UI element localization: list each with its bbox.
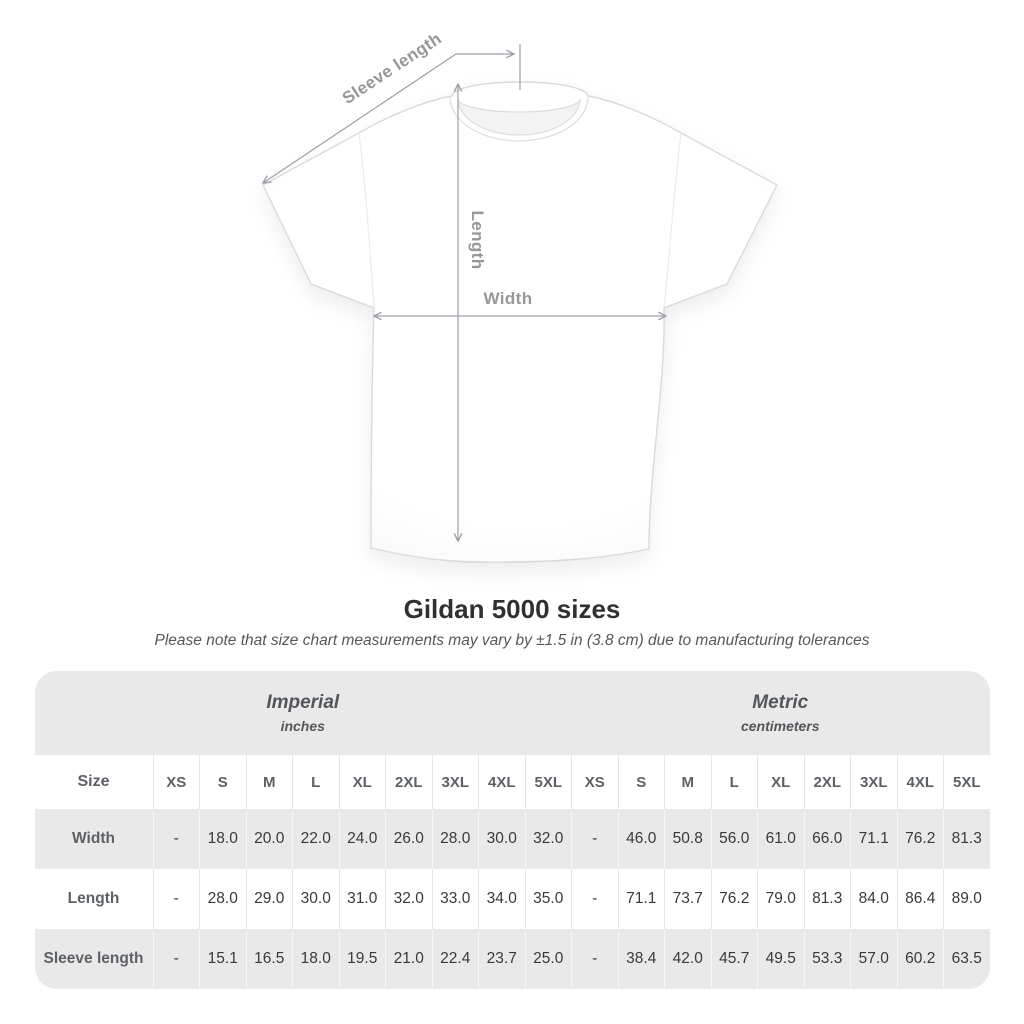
table-row (35, 929, 990, 989)
value-cell: 28.0 (432, 809, 479, 869)
sleeve-length-label: Sleeve length (338, 28, 446, 109)
value-cell: 20.0 (246, 809, 293, 869)
value-cell: 45.7 (711, 929, 758, 989)
value-cell: 81.3 (943, 809, 990, 869)
value-cell: 34.0 (478, 869, 525, 929)
value-cell: 61.0 (757, 809, 804, 869)
size-header-cell: S (618, 755, 665, 809)
value-cell: - (571, 809, 618, 869)
row-label: Sleeve length (35, 929, 153, 989)
size-header-cell: 2XL (385, 755, 432, 809)
row-label: Length (35, 869, 153, 929)
value-cell: 50.8 (664, 809, 711, 869)
size-header-cell: XS (153, 755, 200, 809)
value-cell: 23.7 (478, 929, 525, 989)
value-cell: 66.0 (804, 809, 851, 869)
value-cell: 60.2 (897, 929, 944, 989)
size-header-cell: 3XL (432, 755, 479, 809)
value-cell: 32.0 (385, 869, 432, 929)
value-cell: 49.5 (757, 929, 804, 989)
size-table (35, 671, 990, 989)
metric-group-header (571, 671, 990, 755)
size-corner-header: Size (35, 755, 153, 809)
value-cell: 18.0 (292, 929, 339, 989)
size-header-cell: 4XL (897, 755, 944, 809)
value-cell: 33.0 (432, 869, 479, 929)
imperial-label: Imperial (266, 692, 340, 713)
value-cell: 15.1 (199, 929, 246, 989)
value-cell: 28.0 (199, 869, 246, 929)
value-cell: 25.0 (525, 929, 572, 989)
value-cell: 42.0 (664, 929, 711, 989)
size-header-cell: 2XL (804, 755, 851, 809)
value-cell: 81.3 (804, 869, 851, 929)
value-cell: 21.0 (385, 929, 432, 989)
value-cell: 76.2 (897, 809, 944, 869)
value-cell: - (153, 869, 200, 929)
value-cell: 22.0 (292, 809, 339, 869)
size-header-cell: 5XL (943, 755, 990, 809)
value-cell: 84.0 (850, 869, 897, 929)
length-label: Length (468, 210, 487, 270)
table-row (35, 809, 990, 869)
size-header-row (35, 755, 990, 809)
value-cell: 35.0 (525, 869, 572, 929)
size-header-cell: M (664, 755, 711, 809)
value-cell: 32.0 (525, 809, 572, 869)
value-cell: 56.0 (711, 809, 758, 869)
value-cell: 30.0 (478, 809, 525, 869)
value-cell: 31.0 (339, 869, 386, 929)
value-cell: 26.0 (385, 809, 432, 869)
size-header-cell: XL (757, 755, 804, 809)
value-cell: 71.1 (618, 869, 665, 929)
row-label: Width (35, 809, 153, 869)
value-cell: 38.4 (618, 929, 665, 989)
width-label: Width (483, 289, 533, 308)
imperial-group-header (35, 671, 572, 755)
tshirt-outline (263, 82, 777, 562)
value-cell: 29.0 (246, 869, 293, 929)
value-cell: 30.0 (292, 869, 339, 929)
value-cell: - (153, 929, 200, 989)
value-cell: - (571, 929, 618, 989)
value-cell: 16.5 (246, 929, 293, 989)
size-header-cell: XL (339, 755, 386, 809)
size-header-cell: 5XL (525, 755, 572, 809)
value-cell: 24.0 (339, 809, 386, 869)
imperial-unit: inches (280, 718, 325, 734)
size-header-cell: L (711, 755, 758, 809)
value-cell: 22.4 (432, 929, 479, 989)
size-header-cell: XS (571, 755, 618, 809)
unit-group-row (35, 671, 990, 755)
page-subtitle: Please note that size chart measurements may vary by ±1.5 in (3.8 cm) due to manufacturing tolerances (154, 632, 870, 649)
value-cell: 71.1 (850, 809, 897, 869)
table-row (35, 869, 990, 929)
value-cell: 18.0 (199, 809, 246, 869)
metric-unit: centimeters (740, 718, 820, 734)
tshirt-illustration (263, 82, 777, 562)
size-header-cell: S (199, 755, 246, 809)
value-cell: 19.5 (339, 929, 386, 989)
value-cell: 46.0 (618, 809, 665, 869)
size-header-cell: M (246, 755, 293, 809)
metric-label: Metric (752, 692, 809, 713)
size-header-cell: 3XL (850, 755, 897, 809)
value-cell: 76.2 (711, 869, 758, 929)
page-title: Gildan 5000 sizes (403, 594, 621, 624)
value-cell: 89.0 (943, 869, 990, 929)
value-cell: - (571, 869, 618, 929)
value-cell: 73.7 (664, 869, 711, 929)
size-header-cell: L (292, 755, 339, 809)
value-cell: 79.0 (757, 869, 804, 929)
value-cell: 86.4 (897, 869, 944, 929)
value-cell: 57.0 (850, 929, 897, 989)
value-cell: 53.3 (804, 929, 851, 989)
size-header-cell: 4XL (478, 755, 525, 809)
value-cell: - (153, 809, 200, 869)
value-cell: 63.5 (943, 929, 990, 989)
